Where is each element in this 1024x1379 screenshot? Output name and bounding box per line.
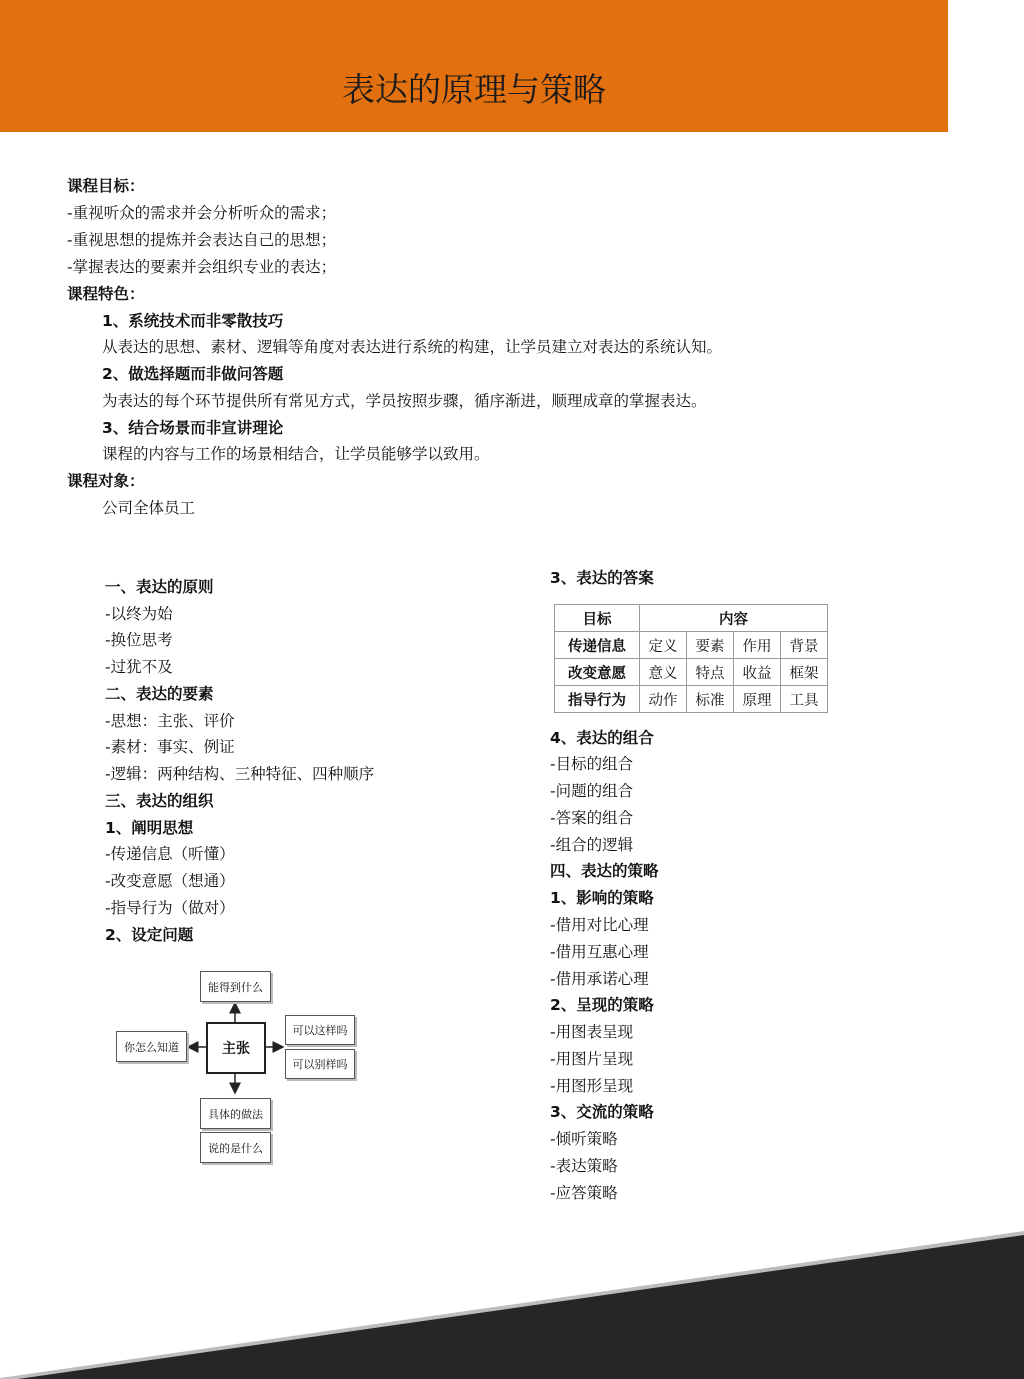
- page-title: 表达的原理与策略: [342, 70, 606, 109]
- list-item: -组合的逻辑: [550, 836, 634, 854]
- course-feature-heading: 课程特色：: [67, 285, 145, 303]
- table-cell: 动作: [640, 686, 687, 713]
- list-item: -目标的组合: [550, 755, 634, 773]
- section-heading: 三、表达的组织: [105, 792, 214, 810]
- subsection-heading: 3、交流的策略: [550, 1103, 654, 1121]
- answer-table: [554, 604, 828, 713]
- list-item: -过犹不及: [105, 658, 173, 676]
- list-item: -借用承诺心理: [550, 970, 649, 988]
- subsection-heading: 1、影响的策略: [550, 889, 654, 907]
- diagram-node-right: 可以别样吗: [285, 1049, 355, 1079]
- table-cell: 标准: [687, 686, 734, 713]
- table-cell: 背景: [781, 632, 828, 659]
- table-row: [555, 659, 828, 686]
- course-goal-heading: 课程目标：: [67, 177, 145, 195]
- diagram-node-top: 能得到什么: [200, 971, 271, 1002]
- table-cell: 框架: [781, 659, 828, 686]
- section-heading: 二、表达的要素: [105, 685, 214, 703]
- section-heading: 四、表达的策略: [550, 862, 659, 880]
- feature-title: 3、结合场景而非宣讲理论: [102, 419, 284, 437]
- table-header-cell: 目标: [555, 605, 640, 632]
- list-item: -问题的组合: [550, 782, 634, 800]
- subsection-heading: 3、表达的答案: [550, 569, 654, 587]
- question-diagram: [112, 968, 362, 1168]
- list-item: -逻辑：两种结构、三种特征、四种顺序: [105, 765, 375, 783]
- diagram-node-right: 可以这样吗: [285, 1015, 355, 1045]
- feature-title: 2、做选择题而非做问答题: [102, 365, 284, 383]
- list-item: -换位思考: [105, 631, 173, 649]
- table-cell: 收益: [734, 659, 781, 686]
- diagram-node-center: 主张: [206, 1022, 266, 1074]
- list-item: -倾听策略: [550, 1130, 618, 1148]
- list-item: -借用对比心理: [550, 916, 649, 934]
- list-item: -思想：主张、评价: [105, 712, 235, 730]
- goal-item: -重视听众的需求并会分析听众的需求；: [67, 204, 337, 222]
- table-cell: 定义: [640, 632, 687, 659]
- list-item: -表达策略: [550, 1157, 618, 1175]
- table-cell: 作用: [734, 632, 781, 659]
- diagram-node-bottom: 具体的做法: [200, 1098, 271, 1129]
- table-cell: 改变意愿: [555, 659, 640, 686]
- table-cell: 特点: [687, 659, 734, 686]
- feature-title: 1、系统技术而非零散技巧: [102, 312, 284, 330]
- list-item: -指导行为（做对）: [105, 899, 235, 917]
- goal-item: -重视思想的提炼并会表达自己的思想；: [67, 231, 337, 249]
- list-item: -改变意愿（想通）: [105, 872, 235, 890]
- title-banner: [0, 0, 948, 132]
- table-row: [555, 686, 828, 713]
- list-item: -答案的组合: [550, 809, 634, 827]
- table-cell: 要素: [687, 632, 734, 659]
- feature-text: 为表达的每个环节提供所有常见方式，学员按照步骤，循序渐进，顺理成章的掌握表达。: [102, 392, 707, 410]
- table-header-cell: 内容: [640, 605, 828, 632]
- list-item: -用图形呈现: [550, 1077, 634, 1095]
- list-item: -用图表呈现: [550, 1023, 634, 1041]
- table-row: [555, 632, 828, 659]
- course-audience: 公司全体员工: [102, 499, 196, 517]
- feature-text: 课程的内容与工作的场景相结合，让学员能够学以致用。: [102, 445, 490, 463]
- table-cell: 传递信息: [555, 632, 640, 659]
- subsection-heading: 2、呈现的策略: [550, 996, 654, 1014]
- table-cell: 工具: [781, 686, 828, 713]
- course-audience-heading: 课程对象：: [67, 472, 145, 490]
- diagram-node-left: 你怎么知道: [116, 1031, 187, 1062]
- table-cell: 意义: [640, 659, 687, 686]
- list-item: -传递信息（听懂）: [105, 845, 235, 863]
- table-cell: 指导行为: [555, 686, 640, 713]
- section-heading: 一、表达的原则: [105, 578, 214, 596]
- goal-item: -掌握表达的要素并会组织专业的表达；: [67, 258, 337, 276]
- feature-text: 从表达的思想、素材、逻辑等角度对表达进行系统的构建，让学员建立对表达的系统认知。: [102, 338, 723, 356]
- footer-decoration: [0, 1219, 1024, 1379]
- subsection-heading: 1、阐明思想: [105, 819, 194, 837]
- list-item: -借用互惠心理: [550, 943, 649, 961]
- table-header-row: [555, 605, 828, 632]
- table-cell: 原理: [734, 686, 781, 713]
- list-item: -用图片呈现: [550, 1050, 634, 1068]
- subsection-heading: 2、设定问题: [105, 926, 194, 944]
- diagram-node-bottom: 说的是什么: [200, 1132, 271, 1163]
- list-item: -以终为始: [105, 605, 173, 623]
- subsection-heading: 4、表达的组合: [550, 729, 654, 747]
- list-item: -应答策略: [550, 1184, 618, 1202]
- list-item: -素材：事实、例证: [105, 738, 235, 756]
